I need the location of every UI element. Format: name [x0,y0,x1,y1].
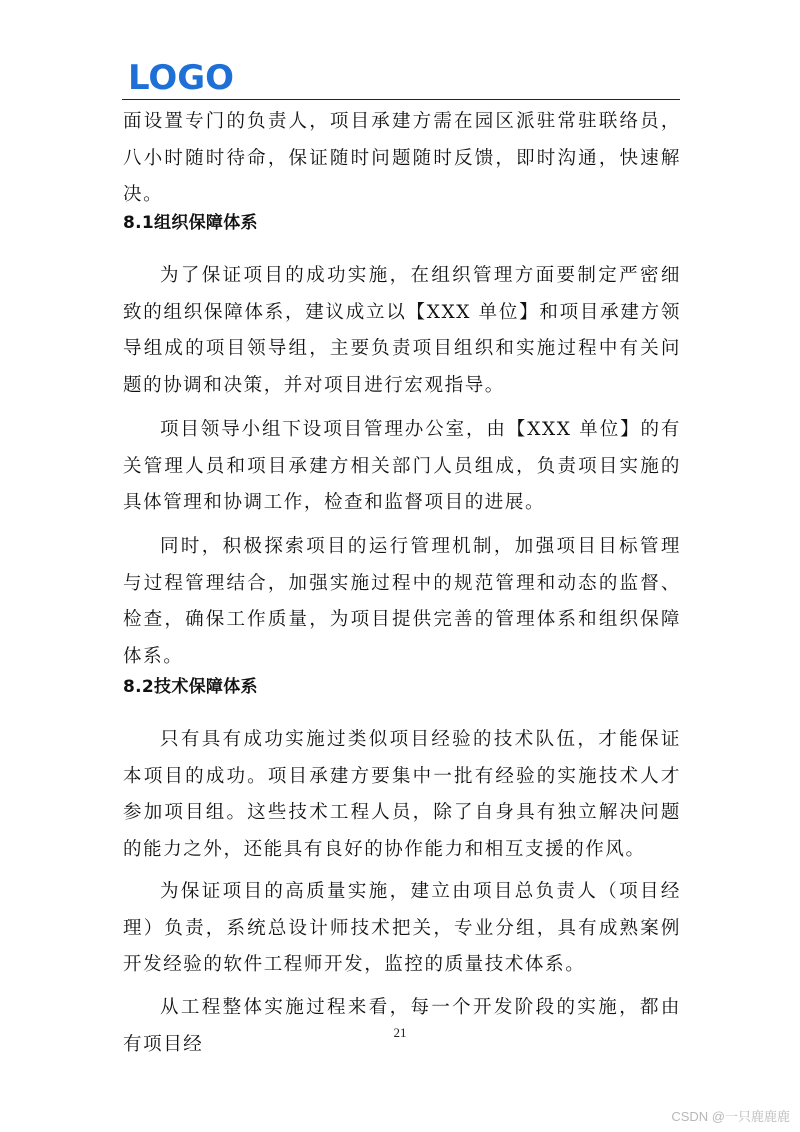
continuation-paragraph: 面设置专门的负责人，项目承建方需在园区派驻常驻联络员，八小时随时待命，保证随时问题随时反馈，即时沟通，快速解决。 [123,111,681,205]
paragraph-8-2-1: 只有具有成功实施过类似项目经验的技术队伍，才能保证本项目的成功。项目承建方要集中一批有经验的实施技术人才参加项目组。这些技术工程人员，除了自身具有独立解决问题的能力之外，还能具有良好的协作能力和相互支援的作风。 [123,729,681,860]
paragraph-8-2-3: 从工程整体实施过程来看，每一个开发阶段的实施，都由有项目经 [123,997,681,1055]
paragraph-8-2-2: 为保证项目的高质量实施，建立由项目总负责人（项目经理）负责，系统总设计师技术把关，专业分组，具有成熟案例开发经验的软件工程师开发，监控的质量技术体系。 [123,881,681,975]
section-heading-8-1: 8.1组织保障体系 [123,213,258,233]
header-rule [122,99,680,100]
paragraph-8-1-3: 同时，积极探索项目的运行管理机制，加强项目目标管理与过程管理结合，加强实施过程中的规范管理和动态的监督、检查，确保工作质量，为项目提供完善的管理体系和组织保障体系。 [123,536,681,667]
logo-text: LOGO [128,58,234,96]
logo [128,58,236,96]
paragraph-8-1-2: 项目领导小组下设项目管理办公室，由【XXX 单位】的有关管理人员和项目承建方相关部门人员组成，负责项目实施的具体管理和协调工作，检查和监督项目的进展。 [123,419,681,513]
paragraph-8-1-1: 为了保证项目的成功实施，在组织管理方面要制定严密细致的组织保障体系，建议成立以【XXX 单位】和项目承建方领导组成的项目领导组，主要负责项目组织和实施过程中有关问题的协调和决策，并对项目进行宏观指导。 [123,265,681,396]
section-heading-8-2: 8.2技术保障体系 [123,677,258,697]
watermark: CSDN @一只鹿鹿鹿 [671,1109,790,1124]
page-number: 21 [393,1025,407,1040]
